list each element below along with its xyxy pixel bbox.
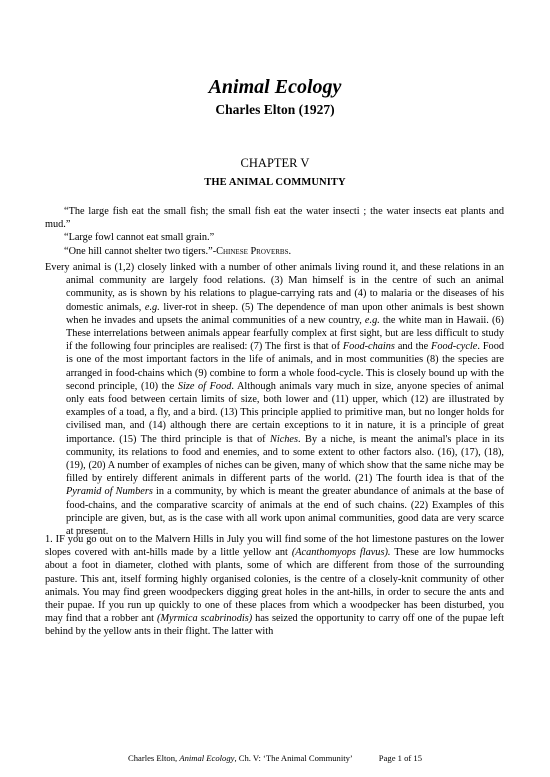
- summary-text: and the: [394, 341, 432, 353]
- summary-text: . Food is one of the most important factors in the life of animals, and in most communities (8) the species are arranged in food-chains which (9) combine to form a whole food-cycle. This is closely bound up with the second principle, (10) the: [66, 341, 504, 392]
- summary-text: Every animal is (1,2) closely linked with a number of other animals living round it, and these relations in an animal community are largely food relations. (3) Man himself is in the centre of such an animal community, as is shown by his relations to plague-carrying rats and (4) to malaria or the diseases of his domestic animals,: [45, 262, 504, 313]
- chapter-title: THE ANIMAL COMMUNITY: [204, 177, 346, 188]
- page-footer: [0, 753, 550, 763]
- summary-text: . Although animals vary much in size, anyone species of animal only eats food between certain limits of size, both lower and (11) upper, which (12) are illustrated by examples of a toad, a fly, and a bird. (13) This principle applied to primitive man, but no longer holds for civilised man, and (14) although there are certain exceptions to it in nature, it is a principle of great importance. (15) The third principle is that of: [66, 380, 505, 445]
- section-1-paragraph: [45, 533, 504, 639]
- section-text: has seized the opportunity to carry off one of the pupae left behind by the yellow ants in their flight. The latter with: [45, 613, 504, 638]
- summary-emphasis: Food-chains: [342, 341, 395, 353]
- chapter-number: CHAPTER V: [240, 156, 310, 170]
- summary-text: liver-rot in sheep. (5) The dependence of man upon other animals is best shown when he invades and upsets the animal communities of a new country,: [66, 301, 504, 326]
- author-line: Charles Elton (1927): [215, 102, 335, 117]
- summary-emphasis: Niches: [269, 433, 299, 445]
- summary-text: in a community, by which is meant the greater abundance of animals at the base of food-chains, and the comparative scarcity of animals at the end of such chains. (22) Examples of this principle are given, but, as is the case with all work upon animal communities, good data are very scarce at present.: [66, 486, 504, 538]
- summary-emphasis: Food-cycle: [431, 341, 478, 353]
- chapter-summary: [45, 261, 504, 538]
- page-number: Page 1 of 15: [378, 753, 422, 763]
- summary-emphasis: e.g.: [144, 301, 160, 313]
- summary-emphasis: e.g.: [364, 314, 380, 326]
- footer-chapter: , Ch. V: ‘The Animal Community’: [234, 753, 353, 763]
- footer-author: Charles Elton,: [128, 753, 180, 763]
- epigraphs: [45, 205, 504, 258]
- section-text: 1. IF you go out on to the Malvern Hills in July you will find some of the hot limestone pastures on the lower slopes covered with ant-hills made by a little yellow ant: [45, 534, 504, 559]
- summary-emphasis: Size of Food: [177, 380, 232, 392]
- summary-emphasis: Pyramid of Numbers: [66, 486, 153, 498]
- species-name: (Acanthomyops flavus).: [291, 547, 391, 559]
- epigraph-3: [45, 245, 504, 258]
- epigraph-3-quote: “One hill cannot shelter two tigers.”: [64, 245, 213, 257]
- species-name: (Myrmica scabrinodis): [157, 613, 253, 625]
- summary-text: the white man in Hawaii. (6) These interrelations between animals appear fearfully complex at first sight, but are less difficult to study if the following four principles are realised: (7) The first is that of: [66, 314, 504, 353]
- summary-text: . By a niche, is meant the animal's place in its community, its relations to food and enemies, and to some extent to other factors also. (16), (17), (18), (19), (20) A number of examples of niches can be given, many of which show that the same niche may be filled by entirely different animals in different parts of the world. (21) The fourth idea is that of the: [66, 433, 504, 485]
- section-text: These are low hummocks about a foot in diameter, clothed with plants, some of which are different from those of the surrounding pasture. This ant, itself forming highly organised colonies, is the centre of a closely-knit community of other animals. You may find green woodpeckers digging great holes in the ant-hills, in order to secure the ants and their pupae. If you run up quickly to one of these places from which a woodpecker has been disturbed, you may find that a robber ant: [45, 547, 504, 625]
- epigraph-attribution: -Chinese Proverbs.: [212, 245, 292, 257]
- book-title: Animal Ecology: [208, 76, 342, 98]
- epigraph-2: “Large fowl cannot eat small grain.”: [64, 232, 215, 244]
- epigraph-1: “The large fish eat the small fish; the small fish eat the water insecti ; the water insects eat plants and mud.”: [45, 206, 504, 231]
- footer-book: Animal Ecology: [179, 753, 235, 763]
